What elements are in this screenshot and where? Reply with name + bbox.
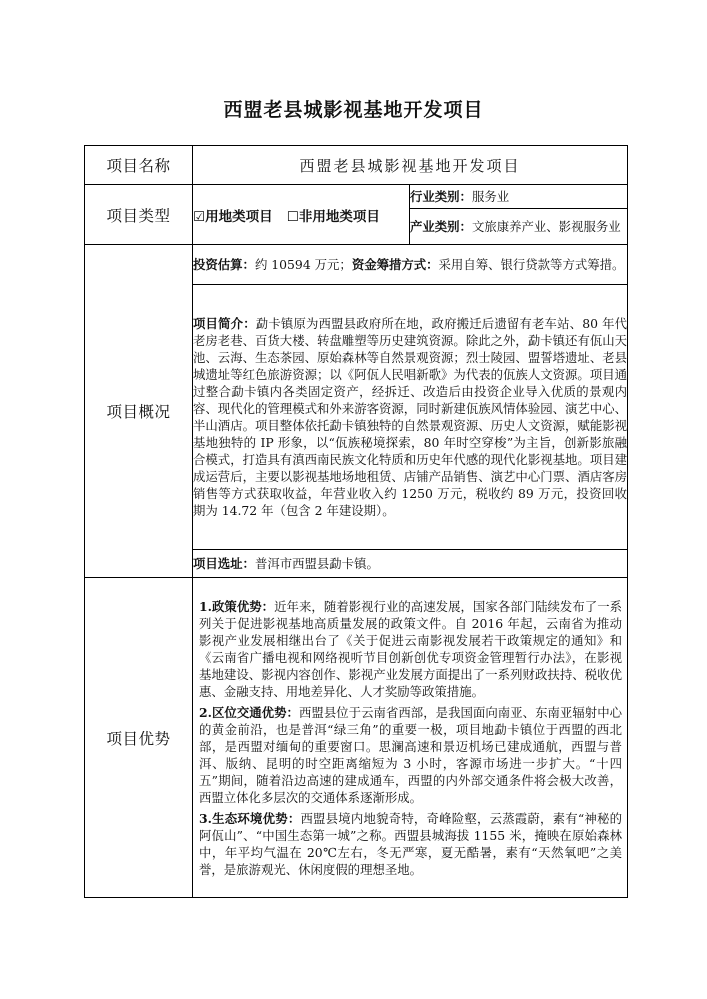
page-title: 西盟老县城影视基地开发项目: [223, 99, 484, 121]
intro-text: 勐卡镇原为西盟县政府所在地，政府搬迁后遗留有老车站、80 年代老房老巷、百货大楼、转盘雕塑等历史建筑资源。除此之外，勐卡镇还有佤山天池、云海、生态茶园、原始森林等自然景观资源；烈士陵园、盟誓塔遗址、老县城遗址等红色旅游资源；以《阿佤人民唱新歌》为代表的佤族人文资源。项目通过整合勐卡镇内各类固定资产，经拆迁、改造后由投资企业导入优质的景观内容、现代化的管理模式和外来游客资源，同时新建佤族风情体验园、演艺中心、半山酒店。项目整体依托勐卡镇独特的自然景观资源、历史人文资源，赋能影视基地独特的 IP 形象，以“佤族秘境探索，80 年时空穿梭”为主旨，创新影旅融合模式，打造具有滇西南民族文化特质和历史年代感的现代化影视基地。项目建成运营后，主要以影视基地场地租赁、店铺产品销售、演艺中心门票、酒店客房销售等方式获取收益，年营业收入约 1250 万元，税收约 89 万元，投资回收期为 14.72 年（包含 2 年建设期）。: [193, 316, 628, 518]
project-name-label: 项目名称: [85, 146, 193, 185]
advantage-text: 近年来，随着影视行业的高速发展，国家各部门陆续发布了一系列关于促进影视基地高质量发展的政策文件。自 2016 年起，云南省为推动影视产业发展相继出台了《关于促进云南影视发展若干政策规定的通知》和《云南省广播电视和网络视听节目创新创优专项资金管理暂行办法》，在影视基地建设、影视内容创作、影视产业发展方面提出了一系列财政扶持、税收优惠、金融支持、用地差异化、人才奖励等政策措施。: [199, 598, 623, 699]
intro-cell: [193, 285, 628, 550]
land-use-checkbox-checked-icon[interactable]: ☑: [193, 208, 206, 225]
advantage-heading: 1.政策优势：: [199, 598, 275, 614]
row-project-type: [85, 185, 628, 209]
advantages-cell: [193, 578, 628, 898]
intro-label: 项目简介：: [193, 316, 256, 331]
advantage-item-ecology: [193, 808, 627, 880]
advantage-item-policy: [193, 596, 627, 702]
sector-category-cell: [410, 209, 628, 245]
sector-category-value: 文旅康养产业、影视服务业: [471, 219, 621, 234]
sector-category-label: 产业类别：: [410, 219, 472, 234]
industry-category-cell: [410, 185, 628, 209]
overview-label: 项目概况: [85, 245, 193, 578]
site-label: 项目选址：: [193, 556, 255, 571]
industry-category-value: 服务业: [471, 189, 510, 204]
row-advantages: [85, 578, 628, 898]
funding-label: 资金筹措方式：: [351, 257, 439, 272]
investment-label: 投资估算：: [193, 257, 255, 272]
site-value: 普洱市西盟县勐卡镇。: [254, 556, 379, 571]
project-type-label: 项目类型: [85, 185, 193, 245]
investment-cell: [193, 245, 628, 285]
land-use-option-label: 用地类项目: [205, 208, 273, 225]
industry-category-label: 行业类别：: [410, 189, 472, 204]
project-type-options: [193, 185, 410, 245]
funding-value: 采用自筹、银行贷款等方式筹措。: [438, 257, 625, 272]
row-project-name: [85, 146, 628, 185]
row-investment: [85, 245, 628, 285]
advantage-text: 西盟县境内地貌奇特，奇峰险壑，云蒸霞蔚，素有“神秘的阿佤山”、“中国生态第一城”之称。西盟县城海拔 1155 米，掩映在原始森林中，年平均气温在 20℃左右，冬无严寒，夏无酷暑，素有“天然氧吧”之美誉，是旅游观光、休闲度假的理想圣地。: [199, 810, 623, 877]
investment-value: 约 10594 万元；: [254, 257, 352, 272]
advantage-text: 西盟县位于云南省西部，是我国面向南亚、东南亚辐射中心的黄金前沿，也是普洱“绿三角”的重要一极，项目地勐卡镇位于西盟的西北部，是西盟对缅甸的重要窗口。思澜高速和景迈机场已建成通航，西盟与普洱、版纳、昆明的时空距离缩短为 3 小时，客源市场进一步扩大。“十四五”期间，随着沿边高速的建成通车，西盟的内外部交通条件将会极大改善，西盟立体化多层次的交通体系逐渐形成。: [199, 704, 623, 805]
site-cell: [193, 550, 628, 578]
project-info-table: [84, 145, 628, 898]
non-land-use-checkbox-icon[interactable]: ☐: [286, 208, 299, 225]
non-land-use-option-label: 非用地类项目: [298, 208, 380, 225]
advantages-label: 项目优势: [85, 578, 193, 898]
project-name-value: 西盟老县城影视基地开发项目: [193, 146, 628, 185]
advantage-heading: 3.生态环境优势：: [199, 810, 301, 826]
advantage-heading: 2.区位交通优势：: [199, 704, 299, 720]
advantage-item-location: [193, 702, 627, 808]
